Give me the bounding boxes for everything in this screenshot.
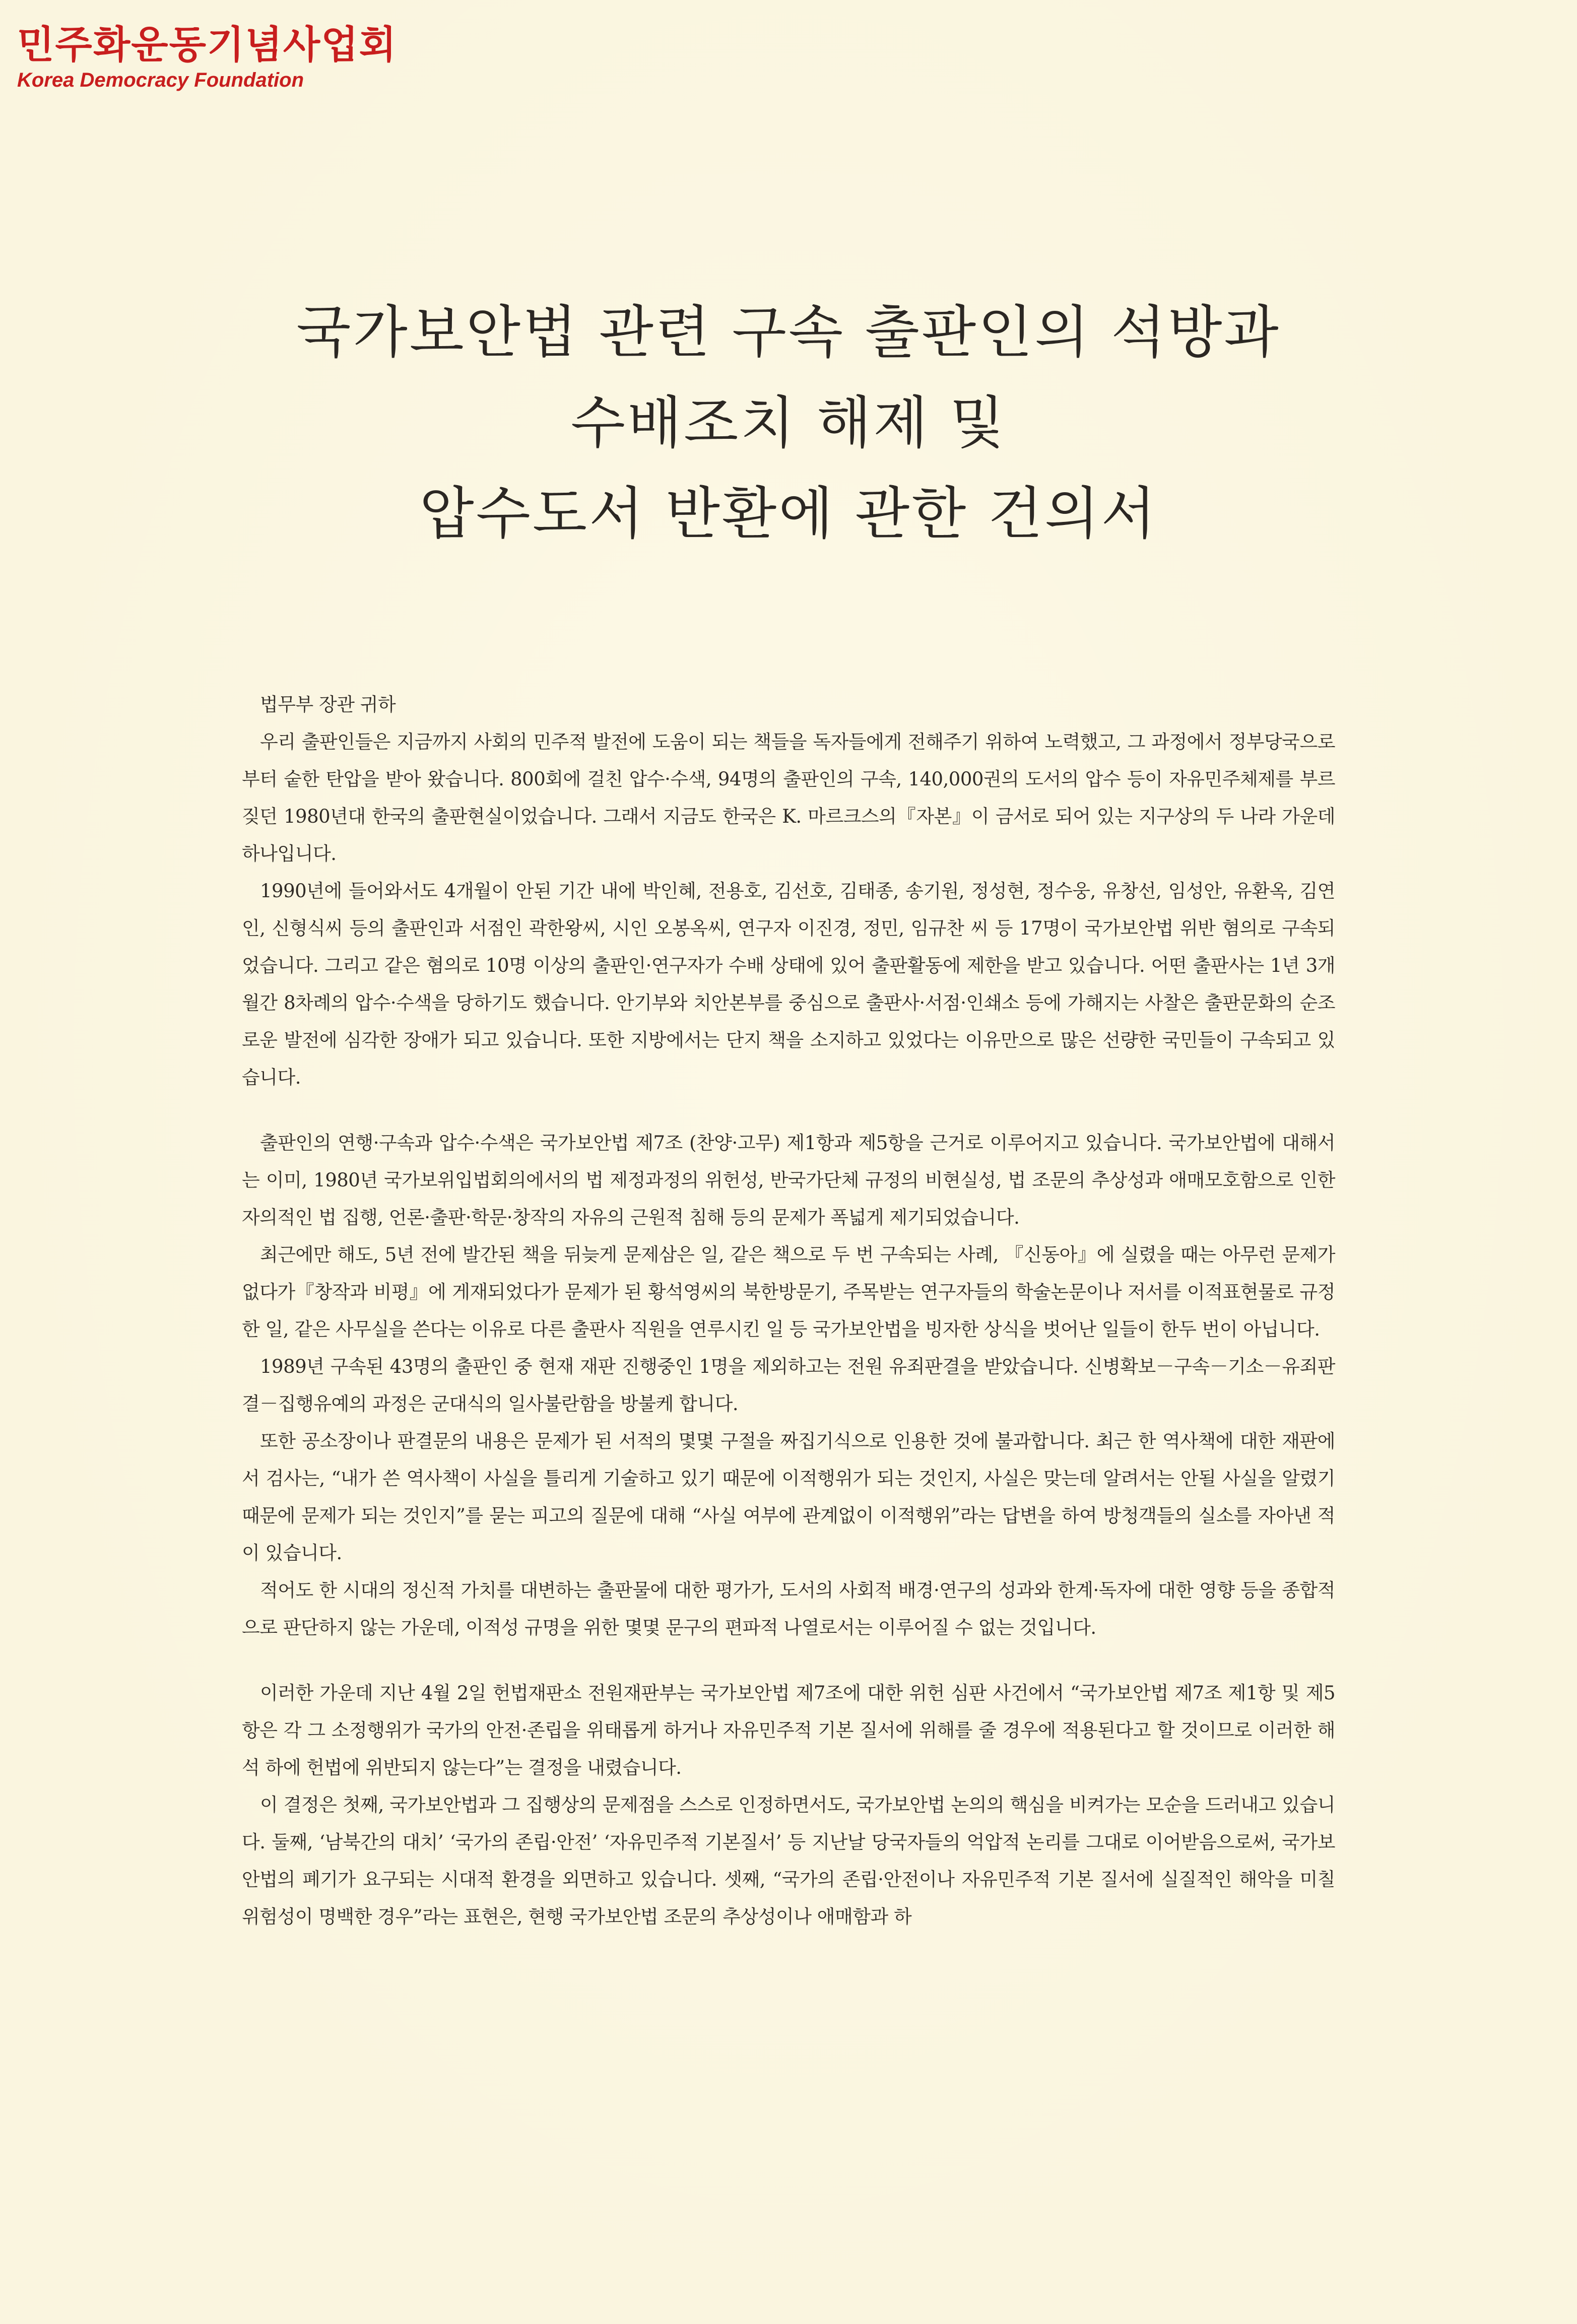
paragraph-9: 이 결정은 첫째, 국가보안법과 그 집행상의 문제점을 스스로 인정하면서도, 국가보안법 논의의 핵심을 비켜가는 모순을 드러내고 있습니다. 둘째, ‘남북간의 대치’ ‘국가의 존립·안전’ ‘자유민주적 기본질서’ 등 지난날 당국자들의 억압적 논리를 그대로 이어받음으로써, 국가보안법의 폐기가 요구되는 시대적 환경을 외면하고 있습니다. 셋째, “국가의 존립·안전이나 자유민주적 기본 질서에 실질적인 해악을 미칠 위험성이 명백한 경우”라는 표현은, 현행 국가보안법 조문의 추상성이나 애매함과 하 bbox=[242, 1794, 1335, 1928]
paragraph-2: 1990년에 들어와서도 4개월이 안된 기간 내에 박인혜, 전용호, 김선호, 김태종, 송기원, 정성현, 정수웅, 유창선, 임성안, 유환옥, 김연인, 신형식씨 등의 출판인과 서점인 곽한왕씨, 시인 오봉옥씨, 연구자 이진경, 정민, 임규찬 씨 등 17명이 국가보안법 위반 혐의로 구속되었습니다. 그리고 같은 혐의로 10명 이상의 출판인·연구자가 수배 상태에 있어 출판활동에 제한을 받고 있습니다. 어떤 출판사는 1년 3개월간 8차례의 압수·수색을 당하기도 했습니다. 안기부와 치안본부를 중심으로 출판사·서점·인쇄소 등에 가해지는 사찰은 출판문화의 순조로운 발전에 심각한 장애가 되고 있습니다. 또한 지방에서는 단지 책을 소지하고 있었다는 이유만으로 많은 선량한 국민들이 구속되고 있습니다. bbox=[242, 880, 1335, 1088]
section-gap bbox=[242, 1096, 1335, 1124]
title-line-2: 수배조치 해제 및 bbox=[570, 390, 1007, 456]
paragraph-4: 최근에만 해도, 5년 전에 발간된 책을 뒤늦게 문제삼은 일, 같은 책으로 두 번 구속되는 사례, 『신동아』에 실렸을 때는 아무런 문제가 없다가『창작과 비평』에 게재되었다가 문제가 된 황석영씨의 북한방문기, 주목받는 연구자들의 학술논문이나 저서를 이적표현물로 규정한 일, 같은 사무실을 쓴다는 이유로 다른 출판사 직원을 연루시킨 일 등 국가보안법을 빙자한 상식을 벗어난 일들이 한두 번이 아닙니다. bbox=[242, 1244, 1335, 1340]
title-line-1: 국가보안법 관련 구속 출판인의 석방과 bbox=[296, 300, 1281, 365]
paragraph-8: 이러한 가운데 지난 4월 2일 헌법재판소 전원재판부는 국가보안법 제7조에 대한 위헌 심판 사건에서 “국가보안법 제7조 제1항 및 제5항은 각 그 소정행위가 국가의 안전·존립을 위태롭게 하거나 자유민주적 기본 질서에 위해를 줄 경우에 적용된다고 할 것이므로 이러한 해석 하에 헌법에 위반되지 않는다”는 결정을 내렸습니다. bbox=[242, 1682, 1335, 1778]
watermark-korean: 민주화운동기념사업회 bbox=[17, 22, 398, 67]
paragraph-5: 1989년 구속된 43명의 출판인 중 현재 재판 진행중인 1명을 제외하고는 전원 유죄판결을 받았습니다. 신병확보－구속－기소－유죄판결－집행유예의 과정은 군대식의 일사불란함을 방불케 합니다. bbox=[242, 1356, 1335, 1415]
document-title bbox=[151, 287, 1426, 559]
watermark-english: Korea Democracy Foundation bbox=[17, 69, 304, 91]
paragraph-1: 우리 출판인들은 지금까지 사회의 민주적 발전에 도움이 되는 책들을 독자들에게 전해주기 위하여 노력했고, 그 과정에서 정부당국으로부터 숱한 탄압을 받아 왔습니다. 800회에 걸친 압수·수색, 94명의 출판인의 구속, 140,000권의 도서의 압수 등이 자유민주체제를 부르짖던 1980년대 한국의 출판현실이었습니다. 그래서 지금도 한국은 K. 마르크스의『자본』이 금서로 되어 있는 지구상의 두 나라 가운데 하나입니다. bbox=[242, 731, 1335, 865]
section-gap bbox=[242, 1646, 1335, 1675]
paragraph-3: 출판인의 연행·구속과 압수·수색은 국가보안법 제7조 (찬양·고무) 제1항과 제5항을 근거로 이루어지고 있습니다. 국가보안법에 대해서는 이미, 1980년 국가보위입법회의에서의 법 제정과정의 위헌성, 반국가단체 규정의 비현실성, 법 조문의 추상성과 애매모호함으로 인한 자의적인 법 집행, 언론·출판·학문·창작의 자유의 근원적 침해 등의 문제가 폭넓게 제기되었습니다. bbox=[242, 1132, 1335, 1228]
paragraph-6: 또한 공소장이나 판결문의 내용은 문제가 된 서적의 몇몇 구절을 짜집기식으로 인용한 것에 불과합니다. 최근 한 역사책에 대한 재판에서 검사는, “내가 쓴 역사책이 사실을 틀리게 기술하고 있기 때문에 이적행위가 되는 것인지, 사실은 맞는데 알려서는 안될 사실을 알렸기 때문에 문제가 되는 것인지”를 묻는 피고의 질문에 대해 “사실 여부에 관계없이 이적행위”라는 답변을 하여 방청객들의 실소를 자아낸 적이 있습니다. bbox=[242, 1430, 1335, 1564]
title-line-3: 압수도서 반환에 관한 건의서 bbox=[419, 481, 1158, 547]
salutation: 법무부 장관 귀하 bbox=[260, 694, 396, 715]
foundation-watermark bbox=[17, 22, 398, 92]
paragraph-7: 적어도 한 시대의 정신적 가치를 대변하는 출판물에 대한 평가가, 도서의 사회적 배경·연구의 성과와 한계·독자에 대한 영향 등을 종합적으로 판단하지 않는 가운데, 이적성 규명을 위한 몇몇 문구의 편파적 나열로서는 이루어질 수 없는 것입니다. bbox=[242, 1579, 1335, 1638]
document-body bbox=[242, 686, 1335, 1936]
